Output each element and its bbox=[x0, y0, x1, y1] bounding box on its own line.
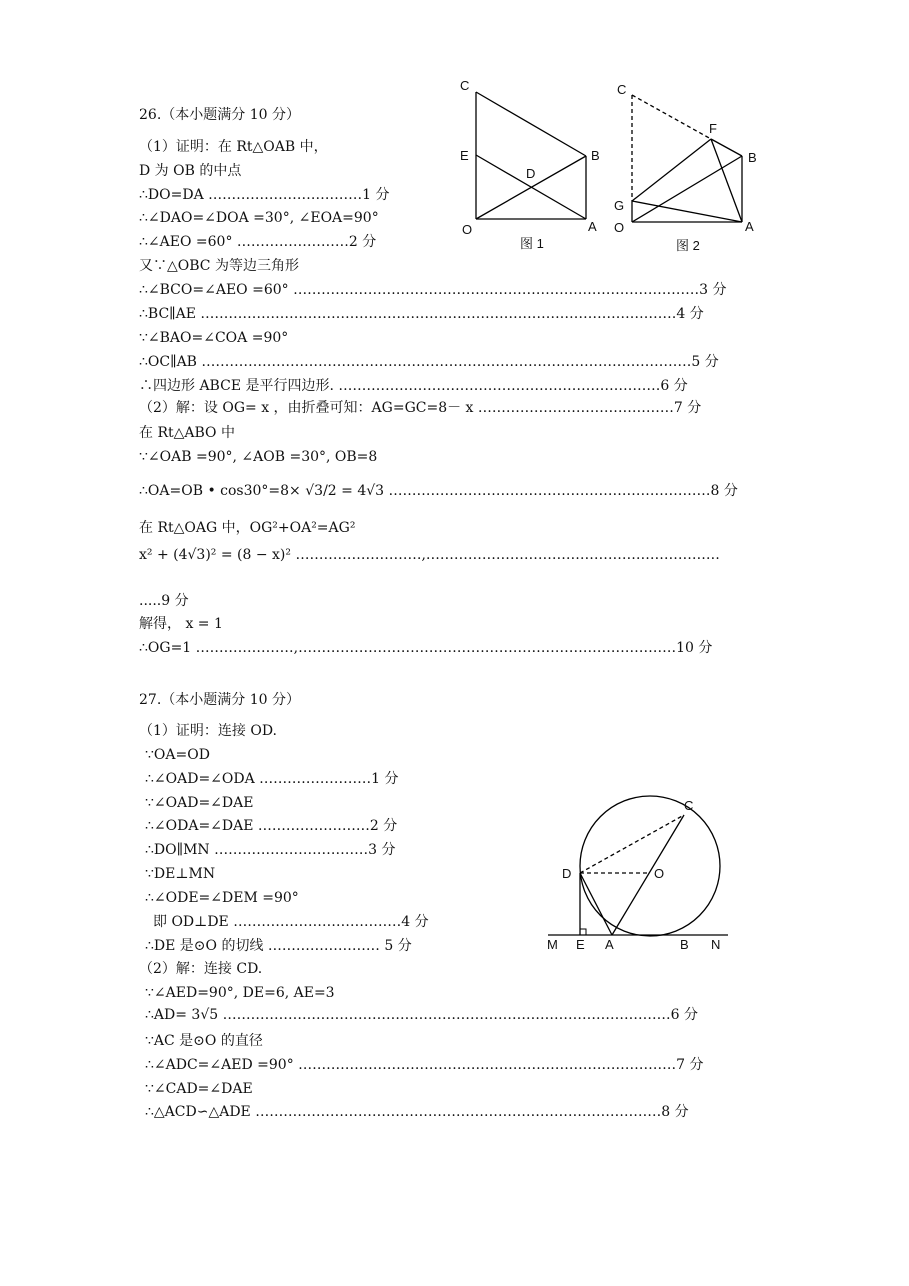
fig2-label-G: G bbox=[614, 198, 625, 213]
p27-line: ∴∠OAD=∠ODA ……………………1 分 bbox=[145, 771, 399, 787]
fig2-label-A: A bbox=[745, 219, 754, 234]
fig1-caption: 图 1 bbox=[520, 236, 544, 251]
p27-line: ∴DO∥MN ……………………………3 分 bbox=[145, 842, 396, 858]
p26-line: ∴BC∥AE …………………………………………………………………………………………4 分 bbox=[139, 306, 704, 322]
p27-line: ∵OA=OD bbox=[145, 747, 210, 763]
p26-line: 解得， x = 1 bbox=[139, 616, 223, 632]
p26-line: ∴OA=OB • cos30°=8× √3/2 = 4√3 ……………………………………………………………8 分 bbox=[139, 483, 738, 499]
fig2-label-O: O bbox=[614, 220, 625, 235]
p27-line: ∵∠AED=90°, DE=6, AE=3 bbox=[145, 985, 335, 1001]
p27-line: ∴AD= 3√5 ……………………………………………………………………………………6 分 bbox=[145, 1007, 698, 1023]
p27-line: （1）证明：连接 OD. bbox=[139, 723, 278, 739]
p27-line: ∴DE 是⊙O 的切线 …………………… 5 分 bbox=[145, 938, 412, 954]
fig1-label-O: O bbox=[462, 222, 473, 237]
fig1-label-B: B bbox=[591, 148, 600, 163]
fig1-label-A: A bbox=[588, 219, 597, 234]
fig3-label-D: D bbox=[562, 866, 572, 881]
p26-line: （1）证明：在 Rt△OAB 中， bbox=[139, 139, 328, 155]
fig3-label-B: B bbox=[680, 937, 689, 952]
p26-line: 在 Rt△OAG 中，OG²+OA²=AG² bbox=[139, 520, 356, 536]
p27-line: ∴∠ODE=∠DEM =90° bbox=[145, 890, 299, 906]
p27-line: ∵DE⊥MN bbox=[145, 866, 216, 882]
fig3-label-N: N bbox=[711, 937, 721, 952]
fig2-label-B: B bbox=[748, 150, 757, 165]
p26-line: ∴四边形 ABCE 是平行四边形. ……………………………………………………………6 分 bbox=[139, 378, 688, 394]
p27-line: ∴∠ADC=∠AED =90° ………………………………………………………………………7 分 bbox=[145, 1057, 704, 1073]
p27-line: ∵∠OAD=∠DAE bbox=[145, 795, 254, 811]
problem-26-title: 26.（本小题满分 10 分） bbox=[139, 107, 300, 123]
p26-line: x² + (4√3)² = (8 − x)² ………………………,……………………………………………………… bbox=[139, 547, 720, 563]
p26-line: .....9 分 bbox=[139, 593, 189, 609]
p26-line: ∴∠DAO=∠DOA =30°, ∠EOA=90° bbox=[139, 210, 379, 226]
p26-line: 在 Rt△ABO 中 bbox=[139, 425, 235, 441]
p26-line: D 为 OB 的中点 bbox=[139, 163, 242, 179]
fig1-label-D: D bbox=[526, 166, 536, 181]
fig3-label-A: A bbox=[605, 937, 614, 952]
p26-line: ∴OG=1 …………………,………………………………………………………………………10 分 bbox=[139, 640, 713, 656]
problem-27-title: 27.（本小题满分 10 分） bbox=[139, 692, 300, 708]
fig3-label-C: C bbox=[684, 798, 694, 813]
fig3-label-E: E bbox=[576, 937, 585, 952]
p27-line: ∴∠ODA=∠DAE ……………………2 分 bbox=[145, 818, 398, 834]
fig3-label-M: M bbox=[547, 937, 558, 952]
p27-line: ∴△ACD∽△ADE ……………………………………………………………………………8 分 bbox=[145, 1104, 689, 1120]
fig1-label-C: C bbox=[460, 78, 470, 93]
p26-line: （2）解：设 OG= x ，由折叠可知：AG=GC=8－ x ……………………………………7 分 bbox=[139, 400, 702, 416]
fig3-label-O: O bbox=[654, 866, 665, 881]
fig2-caption: 图 2 bbox=[676, 238, 700, 253]
p27-line: ∵∠CAD=∠DAE bbox=[145, 1081, 253, 1097]
fig1-label-E: E bbox=[460, 148, 469, 163]
p27-line: 即 OD⊥DE ………………………………4 分 bbox=[153, 914, 429, 930]
fig2-label-F: F bbox=[709, 121, 717, 136]
p26-line: ∴∠AEO =60° ……………………2 分 bbox=[139, 234, 377, 250]
p26-line: ∴∠BCO=∠AEO =60° ……………………………………………………………………………3 分 bbox=[139, 282, 727, 298]
fig2-label-C: C bbox=[617, 82, 627, 97]
p26-line: ∵∠OAB =90°, ∠AOB =30°, OB=8 bbox=[139, 449, 378, 465]
p26-line: ∵∠BAO=∠COA =90° bbox=[139, 330, 289, 346]
p27-line: （2）解：连接 CD. bbox=[139, 961, 263, 977]
p27-line: ∵AC 是⊙O 的直径 bbox=[145, 1033, 263, 1049]
p26-line: 又∵△OBC 为等边三角形 bbox=[139, 258, 299, 274]
p26-line: ∴OC∥AB ……………………………………………………………………………………………5 分 bbox=[139, 354, 719, 370]
p26-line: ∴DO=DA ……………………………1 分 bbox=[139, 187, 390, 203]
